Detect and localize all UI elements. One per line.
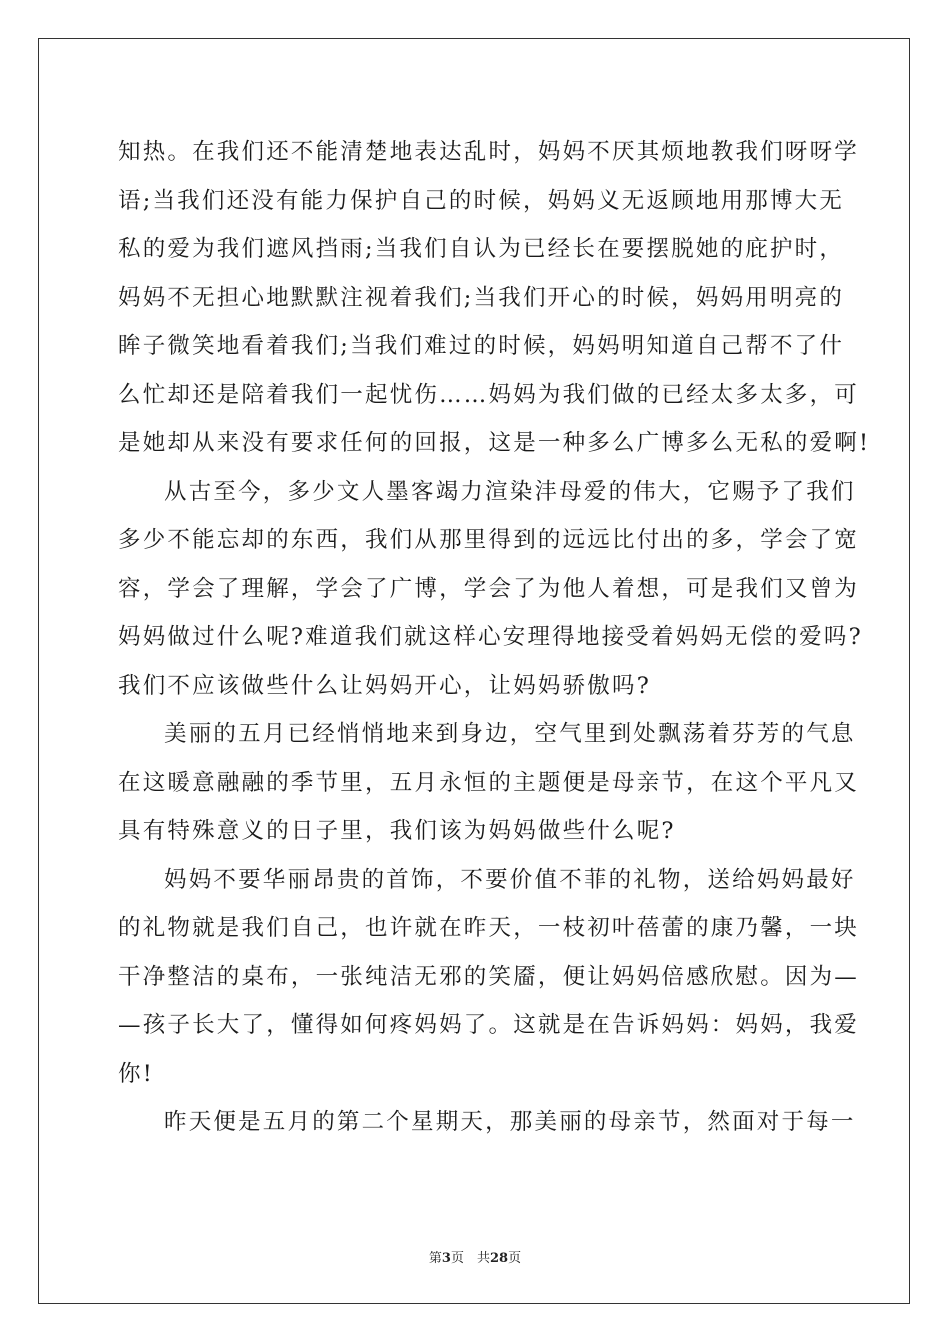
text-line: 妈妈不无担心地默默注视着我们;当我们开心的时候，妈妈用明亮的: [118, 284, 845, 311]
text-line: 我们不应该做些什么让妈妈开心，让妈妈骄傲吗?: [118, 672, 651, 699]
paragraph-start-line: 妈妈不要华丽昂贵的首饰，不要价值不菲的礼物，送给妈妈最好: [164, 866, 856, 893]
text-line: 的礼物就是我们自己，也许就在昨天，一枝初叶蓓蕾的康乃馨，一块: [118, 915, 860, 941]
text-line: 多少不能忘却的东西，我们从那里得到的远远比付出的多，学会了宽: [118, 527, 860, 553]
page-footer: [0, 1247, 950, 1266]
text-line: 具有特殊意义的日子里，我们该为妈妈做些什么呢?: [118, 818, 676, 844]
footer-prefix: 第: [428, 1251, 442, 1266]
text-line: 知热。在我们还不能清楚地表达乱时，妈妈不厌其烦地教我们呀呀学: [118, 139, 860, 165]
text-line: 私的爱为我们遮风挡雨;当我们自认为已经长在要摆脱她的庇护时，: [118, 236, 845, 262]
paragraph-start-line: 美丽的五月已经悄悄地来到身边，空气里到处飘荡着芬芳的气息: [164, 721, 856, 747]
text-line: 在这暖意融融的季节里，五月永恒的主题便是母亲节，在这个平凡又: [118, 769, 860, 796]
total-page-count: 28: [489, 1251, 509, 1266]
text-line: 你!: [118, 1060, 154, 1087]
text-line: —孩子长大了，懂得如何疼妈妈了。这就是在告诉妈妈：妈妈，我爱: [118, 1012, 860, 1038]
paragraph-start-line: 昨天便是五月的第二个星期天，那美丽的母亲节，然面对于每一: [164, 1109, 856, 1135]
current-page-number: 3: [441, 1251, 451, 1266]
text-line: 眸子微笑地看着我们;当我们难过的时候，妈妈明知道自己帮不了什: [118, 333, 845, 359]
footer-middle: 页 共: [450, 1251, 490, 1266]
document-body: [118, 128, 871, 1147]
paragraph-start-line: 从古至今，多少文人墨客竭力渲染沣母爱的伟大，它赐予了我们: [164, 478, 856, 505]
footer-suffix: 页: [508, 1251, 522, 1266]
text-line: 妈妈做过什么呢?难道我们就这样心安理得地接受着妈妈无偿的爱吗?: [118, 624, 863, 650]
text-line: 么忙却还是陪着我们一起忧伤……妈妈为我们做的已经太多太多，可: [118, 381, 860, 408]
text-line: 语;当我们还没有能力保护自己的时候，妈妈义无返顾地用那博大无: [118, 187, 845, 214]
text-line: 容，学会了理解，学会了广博，学会了为他人着想，可是我们又曾为: [118, 575, 860, 602]
text-line: 是她却从来没有要求任何的回报，这是一种多么广博多么无私的爱啊!: [118, 430, 871, 456]
text-line: 干净整洁的桌布，一张纯洁无邪的笑靥，便让妈妈倍感欣慰。因为—: [118, 963, 860, 990]
